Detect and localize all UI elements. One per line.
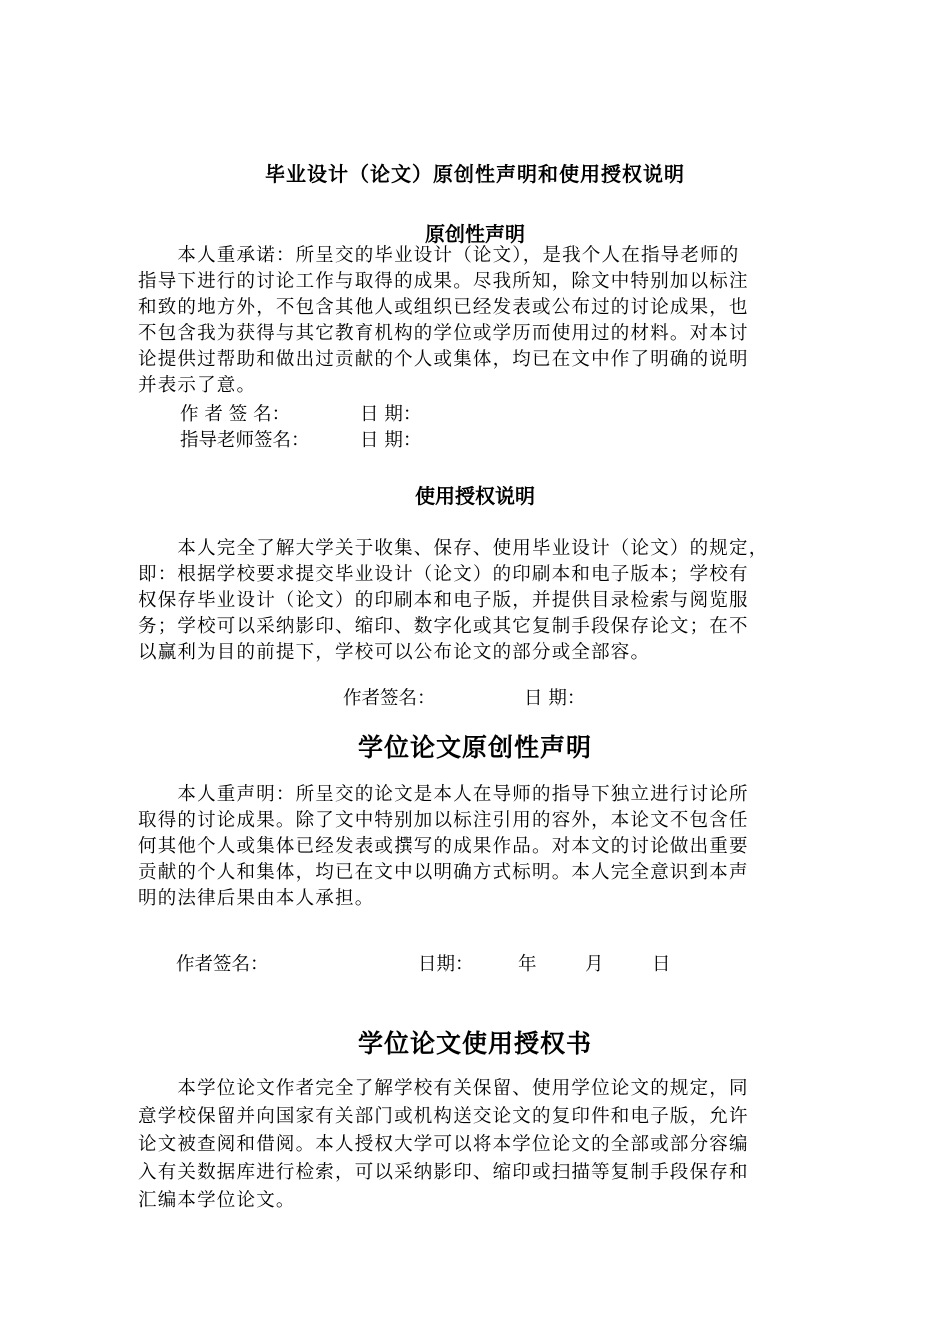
paragraph-line: 并表示了意。 xyxy=(138,375,257,396)
paragraph-line: 入有关数据库进行检索，可以采纳影印、缩印或扫描等复制手段保存和 xyxy=(138,1162,749,1183)
month-label: 月 xyxy=(585,954,604,975)
paragraph-line: 本人重承诺：所呈交的毕业设计（论文），是我个人在指导老师的 xyxy=(138,245,740,266)
date-label: 日 期： xyxy=(360,430,422,451)
author-signature-label: 作者签名： xyxy=(176,954,269,975)
author-signature-label: 作 者 签 名： xyxy=(180,404,291,425)
paragraph-line: 论提供过帮助和做出过贡献的个人或集体，均已在文中作了明确的说明 xyxy=(138,349,749,370)
advisor-signature-label: 指导老师签名： xyxy=(180,430,310,451)
paragraph-line: 不包含我为获得与其它教育机构的学位或学历而使用过的材料。对本讨 xyxy=(138,323,749,344)
paragraph-line: 明的法律后果由本人承担。 xyxy=(138,888,375,909)
paragraph-line: 和致的地方外，不包含其他人或组织已经发表或公布过的讨论成果，也 xyxy=(138,297,749,318)
paragraph-line: 何其他个人或集体已经发表或撰写的成果作品。对本文的讨论做出重要 xyxy=(138,836,749,857)
date-label: 日 期： xyxy=(524,688,586,709)
date-label: 日 期： xyxy=(360,404,422,425)
document-title: 毕业设计（论文）原创性声明和使用授权说明 xyxy=(265,162,685,186)
paragraph-line: 权保存毕业设计（论文）的印刷本和电子版，并提供目录检索与阅览服 xyxy=(138,590,749,611)
paragraph-line: 即：根据学校要求提交毕业设计（论文）的印刷本和电子版本；学校有 xyxy=(138,564,749,585)
paragraph-line: 贡献的个人和集体，均已在文中以明确方式标明。本人完全意识到本声 xyxy=(138,862,749,883)
day-label: 日 xyxy=(652,954,671,975)
paragraph-line: 汇编本学位论文。 xyxy=(138,1190,296,1211)
paragraph-line: 论文被查阅和借阅。本人授权大学可以将本学位论文的全部或部分容编 xyxy=(138,1134,749,1155)
author-signature-label: 作者签名： xyxy=(343,688,436,709)
paragraph-line: 本人重声明：所呈交的论文是本人在导师的指导下独立进行讨论所 xyxy=(138,784,749,805)
section-heading-originality: 原创性声明 xyxy=(425,222,525,246)
section-heading-thesis-authorization: 学位论文使用授权书 xyxy=(357,1029,592,1058)
paragraph-line: 本人完全了解大学关于收集、保存、使用毕业设计（论文）的规定， xyxy=(138,538,769,559)
paragraph-line: 本学位论文作者完全了解学校有关保留、使用学位论文的规定，同 xyxy=(138,1078,749,1099)
paragraph-line: 取得的讨论成果。除了文中特别加以标注引用的容外，本论文不包含任 xyxy=(138,810,749,831)
section-heading-authorization: 使用授权说明 xyxy=(415,484,535,508)
paragraph-line: 指导下进行的讨论工作与取得的成果。尽我所知，除文中特别加以标注 xyxy=(138,271,749,292)
date-label: 日期： xyxy=(418,954,474,975)
paragraph-line: 务；学校可以采纳影印、缩印、数字化或其它复制手段保存论文；在不 xyxy=(138,616,749,637)
section-heading-thesis-originality: 学位论文原创性声明 xyxy=(357,733,592,762)
year-label: 年 xyxy=(518,954,537,975)
paragraph-line: 以赢利为目的前提下，学校可以公布论文的部分或全部容。 xyxy=(138,642,651,663)
paragraph-line: 意学校保留并向国家有关部门或机构送交论文的复印件和电子版，允许 xyxy=(138,1106,749,1127)
